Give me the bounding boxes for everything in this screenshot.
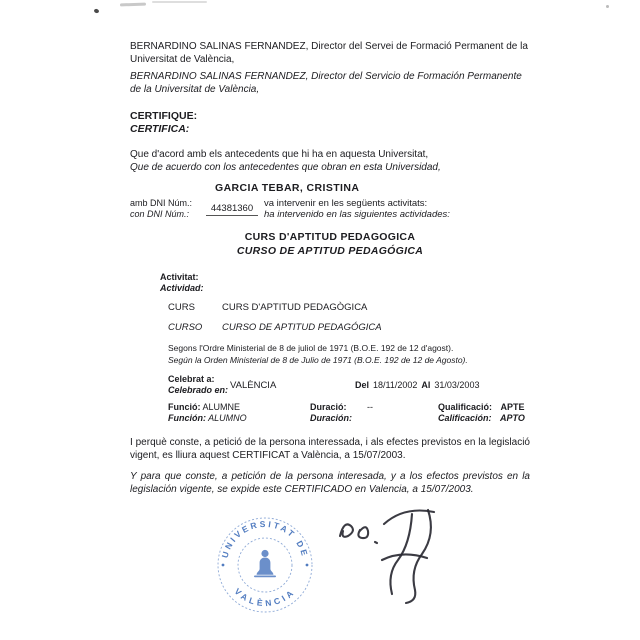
duration-label-catalan: Duració: xyxy=(310,402,347,412)
seal-bottom-text xyxy=(233,586,298,608)
university-seal xyxy=(210,510,320,620)
seal-emblem xyxy=(254,550,276,577)
activity-label-spanish: Actividad: xyxy=(160,283,204,293)
held-labels xyxy=(168,374,230,396)
date-to-label: Al xyxy=(421,379,431,390)
course-title-catalan: CURS D'APTITUD PEDAGOGICA xyxy=(244,231,416,243)
duration-line-spanish xyxy=(310,413,438,424)
statement-spanish: Que de acuerdo con los antecedentes que obran en esta Universidad, xyxy=(130,162,441,173)
certify-block xyxy=(130,110,530,136)
role-value-catalan: ALUMNE xyxy=(202,402,241,412)
dni-label-spanish: con DNI Núm.: xyxy=(130,209,190,219)
course-row-catalan xyxy=(168,302,530,314)
signature-stroke-p xyxy=(340,524,353,536)
signature-stroke-dot xyxy=(375,542,377,543)
certify-catalan: CERTIFIQUE: xyxy=(130,110,198,122)
activity-label-block xyxy=(160,272,530,294)
intervene-text xyxy=(264,198,530,220)
duration-value: -- xyxy=(367,402,374,412)
course-title-spanish: CURSO DE APTITUD PEDAGÓGICA xyxy=(236,245,424,257)
course-type-spanish: CURSO xyxy=(168,322,203,333)
ministerial-order-catalan: Segons l'Ordre Ministerial de 8 de juliol de 1971 (B.O.E. 192 de 12 d'agost). xyxy=(168,343,454,353)
duration-line-catalan xyxy=(310,402,438,413)
course-title-block xyxy=(130,230,530,258)
intervene-catalan: va intervenir en les següents activitats: xyxy=(264,198,428,209)
role-duration-grade-row xyxy=(168,402,530,424)
role-column xyxy=(168,402,310,424)
signature-stroke-o xyxy=(358,527,368,538)
duration-column xyxy=(310,402,438,424)
person-name: GARCIA TEBAR, CRISTINA xyxy=(215,182,360,194)
course-name-catalan: CURS D'APTITUD PEDAGÒGICA xyxy=(222,302,368,313)
activity-label-catalan: Activitat: xyxy=(160,272,199,282)
dni-number: 44381360 xyxy=(206,203,258,216)
signature-stroke-topbar xyxy=(384,511,434,525)
grade-value-catalan: APTE xyxy=(500,402,525,412)
role-line-spanish xyxy=(168,413,310,424)
statement-block xyxy=(130,148,530,174)
date-from-value: 18/11/2002 xyxy=(373,379,418,390)
course-rows xyxy=(168,302,530,334)
grade-value-spanish: APTO xyxy=(500,413,525,423)
course-name-spanish: CURSO DE APTITUD PEDAGÓGICA xyxy=(222,322,382,333)
grade-label-spanish: Calificación: xyxy=(438,413,492,423)
grade-line-catalan xyxy=(438,402,530,413)
closing-catalan: I perquè conste, a petició de la persona interessada, i als efectes previstos en la legislació vigent, es lliura aquest CERTIFICAT a València, a 15/07/2003. xyxy=(130,437,530,461)
seal-top-textpath: UNIVERSITAT DE xyxy=(219,518,311,560)
held-at-row xyxy=(168,374,530,396)
signature-stroke-cross xyxy=(382,554,427,560)
closing-block xyxy=(130,436,530,496)
role-label-spanish: Función: xyxy=(168,413,206,423)
course-row-spanish xyxy=(168,322,530,334)
scan-speck xyxy=(93,8,99,13)
ministerial-order-spanish: Según la Orden Ministerial de 8 de Julio de 1971 (B.O.E. 192 de 12 de Agosto). xyxy=(168,355,468,365)
scan-speck xyxy=(606,5,609,8)
intro-spanish: BERNARDINO SALINAS FERNANDEZ, Director del Servicio de Formación Permanente de la Universitat de València, xyxy=(130,71,522,95)
signature xyxy=(332,498,452,610)
ministerial-order-block xyxy=(168,342,530,366)
intervene-spanish: ha intervenido en las siguientes actividades: xyxy=(264,209,450,220)
seal-left-dot xyxy=(222,564,225,567)
course-type-catalan: CURS xyxy=(168,302,195,313)
scan-speck xyxy=(120,3,146,7)
certify-spanish: CERTIFICA: xyxy=(130,123,190,135)
grade-column xyxy=(438,402,530,424)
dni-row xyxy=(130,198,530,220)
seal-right-dot xyxy=(306,564,309,567)
intro-catalan: BERNARDINO SALINAS FERNANDEZ, Director del Servei de Formació Permanent de la Universitat de València, xyxy=(130,41,528,65)
held-value: VALÈNCIA xyxy=(230,379,277,391)
date-range xyxy=(355,380,483,391)
dni-labels xyxy=(130,198,204,220)
seal-bottom-textpath: VALÈNCIA xyxy=(232,586,298,609)
date-from-label: Del xyxy=(355,379,370,390)
closing-spanish: Y para que conste, a petición de la persona interesada, y a los efectos previstos en la legislación vigente, se expide este CERTIFICADO en Valencia, a 15/07/2003. xyxy=(130,471,530,495)
held-label-spanish: Celebrado en: xyxy=(168,385,229,395)
date-to-value: 31/03/2003 xyxy=(434,379,480,390)
certificate-body xyxy=(130,40,530,496)
dni-label-catalan: amb DNI Núm.: xyxy=(130,198,193,208)
duration-label-spanish: Duración: xyxy=(310,413,353,423)
scan-speck xyxy=(152,1,207,3)
statement-catalan: Que d'acord amb els antecedents que hi ha en aquesta Universitat, xyxy=(130,149,429,160)
grade-line-spanish xyxy=(438,413,530,424)
held-label-catalan: Celebrat a: xyxy=(168,374,215,384)
role-label-catalan: Funció: xyxy=(168,402,201,412)
role-line-catalan xyxy=(168,402,310,413)
role-value-spanish: ALUMNO xyxy=(208,413,247,423)
grade-label-catalan: Qualificació: xyxy=(438,402,493,412)
